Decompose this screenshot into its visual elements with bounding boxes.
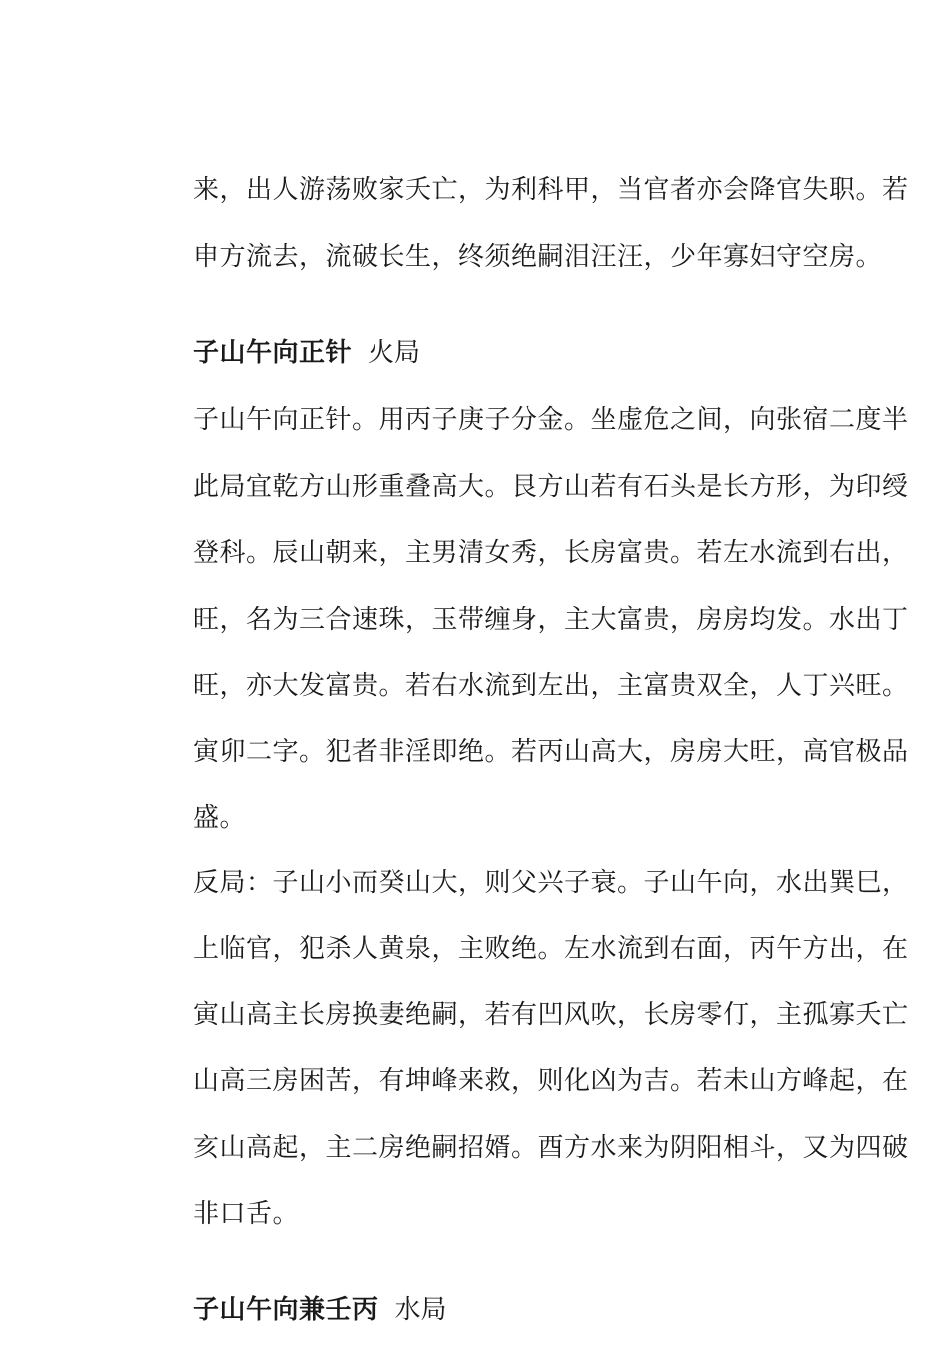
paragraph-line: 子山午向正针。用丙子庚子分金。坐虚危之间，向张宿二度半 [193,405,909,435]
paragraph-line: 寅山高主长房换妻绝嗣，若有凹风吹，长房零仃，主孤寡夭亡 [193,1000,909,1030]
section-title: 子山午向正针 [193,338,353,368]
paragraph-line: 此局宜乾方山形重叠高大。艮方山若有石头是长方形，为印绶 [193,472,909,502]
paragraph-line: 登科。辰山朝来，主男清女秀，长房富贵。若左水流到右出， [193,538,909,568]
paragraph-line: 非口舌。 [193,1199,300,1229]
intro-line-2: 申方流去，流破长生，终须绝嗣泪汪汪，少年寡妇守空房。 [193,242,883,272]
paragraph-line: 上临官，犯杀人黄泉，主败绝。左水流到右面，丙午方出，在 [193,934,909,964]
section-subtitle: 水局 [394,1295,447,1325]
paragraph-line: 反局：子山小而癸山大，则父兴子衰。子山午向，水出巽巳， [193,868,909,898]
section-heading [193,336,420,370]
paragraph-line: 寅卯二字。犯者非淫即绝。若丙山高大，房房大旺，高官极品 [193,737,909,767]
paragraph-line: 山高三房困苦，有坤峰来救，则化凶为吉。若未山方峰起，在 [193,1066,909,1096]
paragraph-line: 旺，亦大发富贵。若右水流到左出，主富贵双全，人丁兴旺。 [193,671,909,701]
section-heading [193,1293,447,1327]
paragraph-line: 盛。 [193,803,247,833]
paragraph-line: 旺，名为三合速珠，玉带缠身，主大富贵，房房均发。水出丁 [193,605,909,635]
section-title: 子山午向兼壬丙 [193,1295,379,1325]
intro-line-1: 来，出人游荡败家夭亡，为利科甲，当官者亦会降官失职。若 [193,175,909,205]
paragraph-line: 亥山高起，主二房绝嗣招婿。酉方水来为阴阳相斗，又为四破 [193,1133,909,1163]
section-subtitle: 火局 [368,338,421,368]
